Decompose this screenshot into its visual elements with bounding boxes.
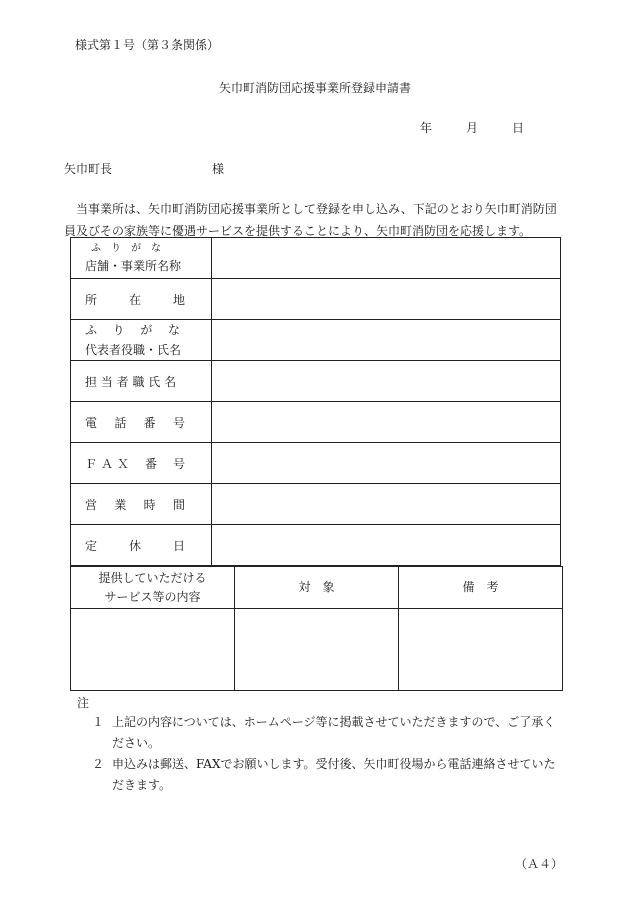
form-number: 様式第１号（第３条関係） — [75, 38, 220, 52]
note-text: 上記の内容については、ホームページ等に掲載させていただきますので、ご了承ください。 — [112, 715, 556, 750]
addressee-honorific: 様 — [212, 162, 225, 176]
note-number: １ — [92, 715, 105, 729]
note-item — [92, 754, 562, 796]
label-char: Ｆ — [85, 456, 98, 471]
furigana-char: な — [167, 323, 180, 337]
label-char: 間 — [172, 497, 185, 512]
service-header-line1: 提供していただける — [98, 570, 207, 585]
label-char: 号 — [173, 456, 186, 471]
label-char: 営 — [85, 497, 98, 512]
table-row — [71, 361, 561, 402]
furigana-char: ふ — [85, 323, 98, 337]
paper-size-label: （Ａ４） — [515, 857, 564, 871]
location-field[interactable] — [212, 279, 561, 320]
date-line — [420, 119, 524, 136]
label-char: 休 — [128, 538, 141, 553]
notes-heading: 注 — [77, 696, 90, 710]
table-row — [71, 402, 561, 443]
date-month-label: 月 — [466, 121, 479, 135]
furigana-char: り — [112, 323, 125, 337]
fax-field[interactable] — [212, 443, 561, 484]
hours-field[interactable] — [212, 484, 561, 525]
phone-field[interactable] — [212, 402, 561, 443]
representative-field[interactable] — [212, 320, 561, 361]
table-row — [71, 525, 561, 566]
applicant-info-table — [70, 237, 561, 566]
table-row — [71, 609, 563, 691]
label-char: 時 — [143, 497, 156, 512]
table-row — [71, 238, 561, 279]
date-day-label: 日 — [512, 121, 525, 135]
label-char: 日 — [172, 538, 185, 553]
note-item — [92, 712, 562, 754]
shop-name-field[interactable] — [212, 238, 561, 279]
date-year-label: 年 — [420, 121, 433, 135]
hours-label — [71, 484, 212, 525]
table-row — [71, 279, 561, 320]
label-char: 定 — [85, 538, 98, 553]
table-row — [71, 320, 561, 361]
target-field[interactable] — [235, 609, 399, 691]
label-char: 業 — [114, 497, 127, 512]
service-content-header — [71, 567, 235, 609]
holiday-field[interactable] — [212, 525, 561, 566]
document-title: 矢巾町消防団応援事業所登録申請書 — [218, 81, 411, 95]
service-header-line2: サービス等の内容 — [104, 589, 201, 604]
label-char: Ｘ — [117, 456, 130, 471]
representative-label — [71, 320, 212, 361]
remarks-header: 備 考 — [399, 567, 563, 609]
addressee-name: 矢巾町長 — [64, 162, 113, 176]
label-char: 番 — [145, 456, 158, 471]
label-char: Ａ — [101, 456, 114, 471]
holiday-label — [71, 525, 212, 566]
shop-furigana-label: ふりがな — [91, 242, 171, 254]
service-table — [70, 566, 563, 691]
table-row — [71, 484, 561, 525]
representative-text: 代表者役職・氏名 — [85, 343, 182, 357]
table-row — [71, 443, 561, 484]
intro-paragraph: 当事業所は、矢巾町消防団応援事業所として登録を申し込み、下記のとおり矢巾町消防団員及びその家族等に優遇サービスを提供することにより、矢巾町消防団を応援します。 — [64, 202, 557, 238]
label-char: 電 — [85, 415, 98, 430]
location-label — [71, 279, 212, 320]
note-text: 申込みは郵送、FAXでお願いします。受付後、矢巾町役場から電話連絡させていただきます。 — [112, 757, 556, 792]
note-number: ２ — [92, 757, 105, 771]
fax-label — [71, 443, 212, 484]
label-char: 所 — [85, 292, 98, 307]
target-header: 対 象 — [235, 567, 399, 609]
shop-name-label — [71, 238, 212, 279]
remarks-field[interactable] — [399, 609, 563, 691]
table-header-row — [71, 567, 563, 609]
label-char: 地 — [172, 292, 185, 307]
shop-name-text: 店舗・事業所名称 — [85, 258, 182, 273]
contact-person-field[interactable] — [212, 361, 561, 402]
label-char: 号 — [172, 415, 185, 430]
label-char: 話 — [114, 415, 127, 430]
service-content-field[interactable] — [71, 609, 235, 691]
addressee — [64, 160, 224, 177]
furigana-char: が — [140, 323, 153, 337]
contact-person-label: 担 当 者 職 氏 名 — [71, 361, 212, 402]
phone-label — [71, 402, 212, 443]
label-char: 在 — [128, 292, 141, 307]
label-char: 番 — [143, 415, 156, 430]
